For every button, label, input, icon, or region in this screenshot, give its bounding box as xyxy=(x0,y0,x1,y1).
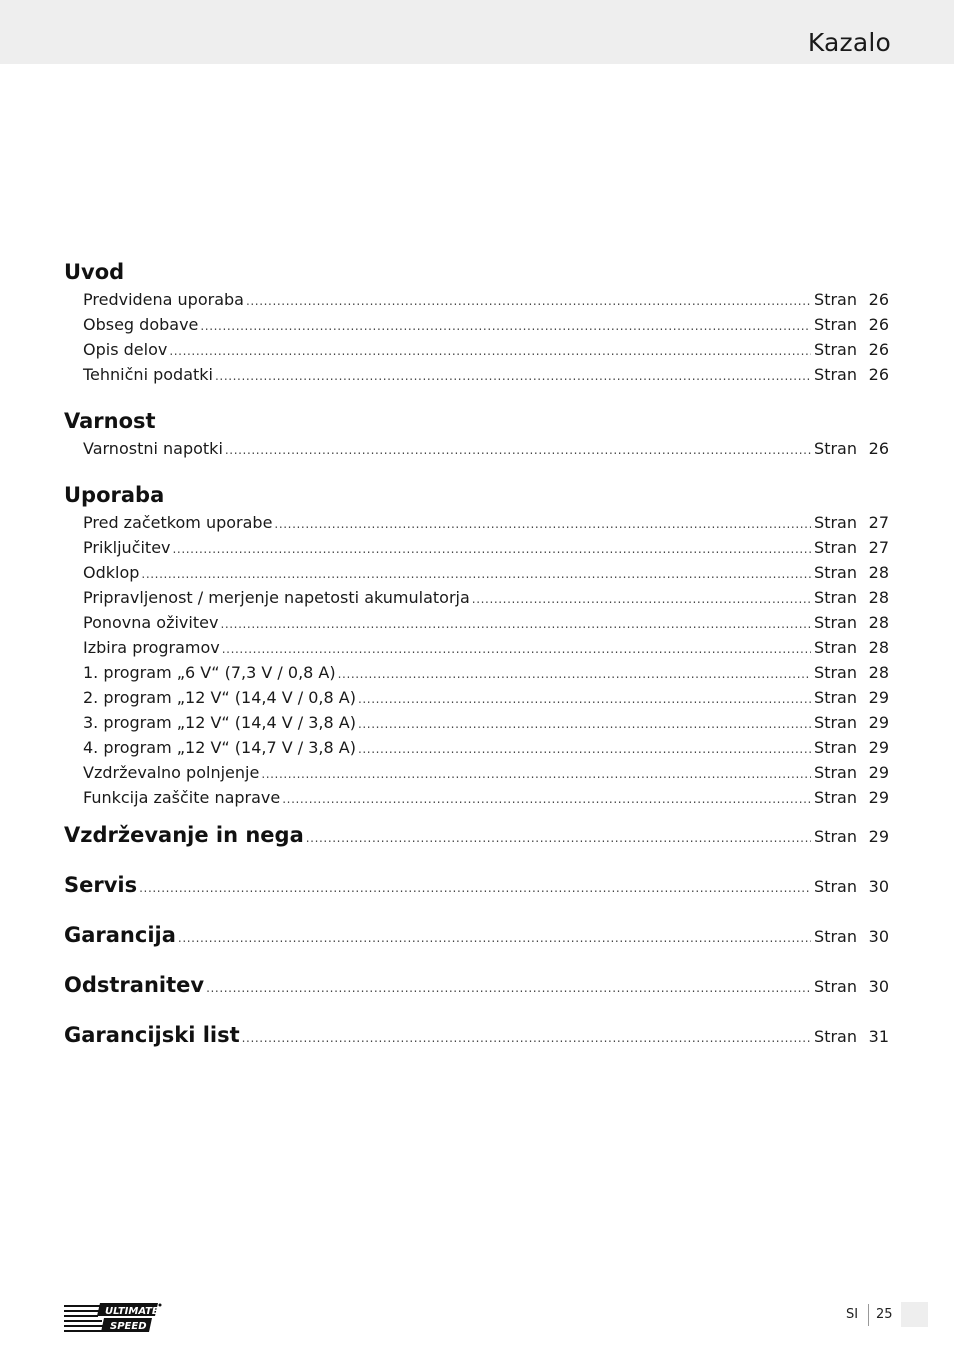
toc-entry[interactable] xyxy=(64,685,889,710)
page-number: 28 xyxy=(868,613,889,632)
entry-label: 3. program „12 V“ (14,4 V / 3,8 A) xyxy=(83,713,356,732)
dot-leader xyxy=(225,438,811,463)
toc-entry[interactable] xyxy=(64,735,889,760)
main-entry-label: Odstranitev xyxy=(64,973,205,997)
brand-line1: ULTIMATE xyxy=(105,1306,159,1317)
dot-leader xyxy=(306,813,811,863)
page-title: Kazalo xyxy=(807,28,891,57)
page-number: 29 xyxy=(868,827,889,846)
page-label: Stran xyxy=(814,638,857,657)
page-number: 28 xyxy=(868,663,889,682)
entry-label: Odklop xyxy=(83,563,140,582)
toc-entry[interactable] xyxy=(64,312,889,337)
main-entry-label: Servis xyxy=(64,873,138,897)
brand-logo xyxy=(64,1303,162,1333)
toc-section-uporaba xyxy=(64,480,889,810)
page-label: Stran xyxy=(814,315,857,334)
page-label: Stran xyxy=(814,977,857,996)
entry-label: Pripravljenost / merjenje napetosti akumulatorja xyxy=(83,588,470,607)
page-label: Stran xyxy=(814,290,857,309)
toc-entry[interactable] xyxy=(64,337,889,362)
dot-leader xyxy=(215,364,811,389)
page-number: 26 xyxy=(868,315,889,334)
toc-entry[interactable] xyxy=(64,785,889,810)
main-entry-label: Garancijski list xyxy=(64,1023,240,1047)
dot-leader xyxy=(338,662,811,687)
page-label: Stran xyxy=(814,713,857,732)
page-number: 26 xyxy=(868,340,889,359)
entry-label: Predvidena uporaba xyxy=(83,290,244,309)
dot-leader xyxy=(246,289,811,314)
dot-leader xyxy=(139,863,811,913)
page-number: 26 xyxy=(868,439,889,458)
page-number: 26 xyxy=(868,290,889,309)
dot-leader xyxy=(472,587,811,612)
page-number: 29 xyxy=(868,688,889,707)
toc-entry[interactable] xyxy=(64,510,889,535)
page-label: Stran xyxy=(814,763,857,782)
page-number: 28 xyxy=(868,563,889,582)
page-label: Stran xyxy=(814,688,857,707)
table-of-contents xyxy=(64,257,889,1060)
dot-leader xyxy=(173,537,812,562)
page-label: Stran xyxy=(814,788,857,807)
footer-divider xyxy=(868,1304,869,1326)
toc-entry[interactable] xyxy=(64,660,889,685)
toc-section-varnost xyxy=(64,406,889,461)
toc-main-entry[interactable] xyxy=(64,910,889,960)
dot-leader xyxy=(141,562,811,587)
dot-leader xyxy=(222,637,811,662)
dot-leader xyxy=(178,913,811,963)
toc-entry[interactable] xyxy=(64,610,889,635)
page-label: Stran xyxy=(814,827,857,846)
section-title: Varnost xyxy=(64,409,156,433)
toc-entry[interactable] xyxy=(64,760,889,785)
page-number: 31 xyxy=(868,1027,889,1046)
dot-leader xyxy=(358,737,811,762)
page-number-footer: 25 xyxy=(876,1307,893,1322)
page-number: 28 xyxy=(868,638,889,657)
dot-leader xyxy=(200,314,811,339)
page-label: Stran xyxy=(814,877,857,896)
main-entry-label: Vzdrževanje in nega xyxy=(64,823,304,847)
entry-label: 1. program „6 V“ (7,3 V / 0,8 A) xyxy=(83,663,336,682)
dot-leader xyxy=(169,339,811,364)
dot-leader xyxy=(206,963,811,1013)
toc-main-entry[interactable] xyxy=(64,1010,889,1060)
page-number: 30 xyxy=(868,977,889,996)
page-number: 30 xyxy=(868,877,889,896)
page-label: Stran xyxy=(814,340,857,359)
ultimate-speed-logo-icon xyxy=(64,1303,162,1333)
toc-entry[interactable] xyxy=(64,710,889,735)
language-code: SI xyxy=(846,1307,859,1322)
dot-leader xyxy=(274,512,811,537)
toc-entry[interactable] xyxy=(64,287,889,312)
section-spacer xyxy=(64,461,889,480)
page-label: Stran xyxy=(814,439,857,458)
entry-label: Ponovna oživitev xyxy=(83,613,219,632)
page-number: 29 xyxy=(868,713,889,732)
entry-label: Izbira programov xyxy=(83,638,220,657)
toc-main-entry[interactable] xyxy=(64,860,889,910)
page-label: Stran xyxy=(814,538,857,557)
toc-main-entry[interactable] xyxy=(64,960,889,1010)
entry-label: Pred začetkom uporabe xyxy=(83,513,273,532)
footer-tab xyxy=(901,1302,928,1327)
entry-label: Opis delov xyxy=(83,340,168,359)
page-number: 29 xyxy=(868,763,889,782)
entry-label: Tehnični podatki xyxy=(83,365,213,384)
dot-leader xyxy=(358,687,811,712)
toc-entry[interactable] xyxy=(64,362,889,387)
page-label: Stran xyxy=(814,738,857,757)
page-label: Stran xyxy=(814,927,857,946)
dot-leader xyxy=(358,712,811,737)
dot-leader xyxy=(242,1013,811,1063)
toc-entry[interactable] xyxy=(64,585,889,610)
entry-label: Obseg dobave xyxy=(83,315,199,334)
page-number: 29 xyxy=(868,738,889,757)
page-number: 27 xyxy=(868,538,889,557)
page-label: Stran xyxy=(814,563,857,582)
toc-main-entry[interactable] xyxy=(64,810,889,860)
toc-entry[interactable] xyxy=(64,635,889,660)
page-label: Stran xyxy=(814,513,857,532)
entry-label: Priključitev xyxy=(83,538,171,557)
page-number: 28 xyxy=(868,588,889,607)
toc-entry[interactable] xyxy=(64,436,889,461)
page-number: 29 xyxy=(868,788,889,807)
main-entry-label: Garancija xyxy=(64,923,176,947)
page-label: Stran xyxy=(814,663,857,682)
page-label: Stran xyxy=(814,1027,857,1046)
section-spacer xyxy=(64,387,889,406)
entry-label: Vzdrževalno polnjenje xyxy=(83,763,260,782)
section-title: Uporaba xyxy=(64,483,165,507)
toc-section-uvod xyxy=(64,257,889,387)
dot-leader xyxy=(261,762,811,787)
section-title: Uvod xyxy=(64,260,125,284)
page-number: 30 xyxy=(868,927,889,946)
page-label: Stran xyxy=(814,613,857,632)
toc-entry[interactable] xyxy=(64,560,889,585)
toc-entry[interactable] xyxy=(64,535,889,560)
dot-leader xyxy=(282,787,811,812)
dot-leader xyxy=(220,612,811,637)
page-number: 26 xyxy=(868,365,889,384)
entry-label: Funkcija zaščite naprave xyxy=(83,788,281,807)
page-label: Stran xyxy=(814,588,857,607)
brand-line2: SPEED xyxy=(110,1321,147,1332)
entry-label: 4. program „12 V“ (14,7 V / 3,8 A) xyxy=(83,738,356,757)
entry-label: Varnostni napotki xyxy=(83,439,223,458)
page-label: Stran xyxy=(814,365,857,384)
entry-label: 2. program „12 V“ (14,4 V / 0,8 A) xyxy=(83,688,356,707)
page-number: 27 xyxy=(868,513,889,532)
